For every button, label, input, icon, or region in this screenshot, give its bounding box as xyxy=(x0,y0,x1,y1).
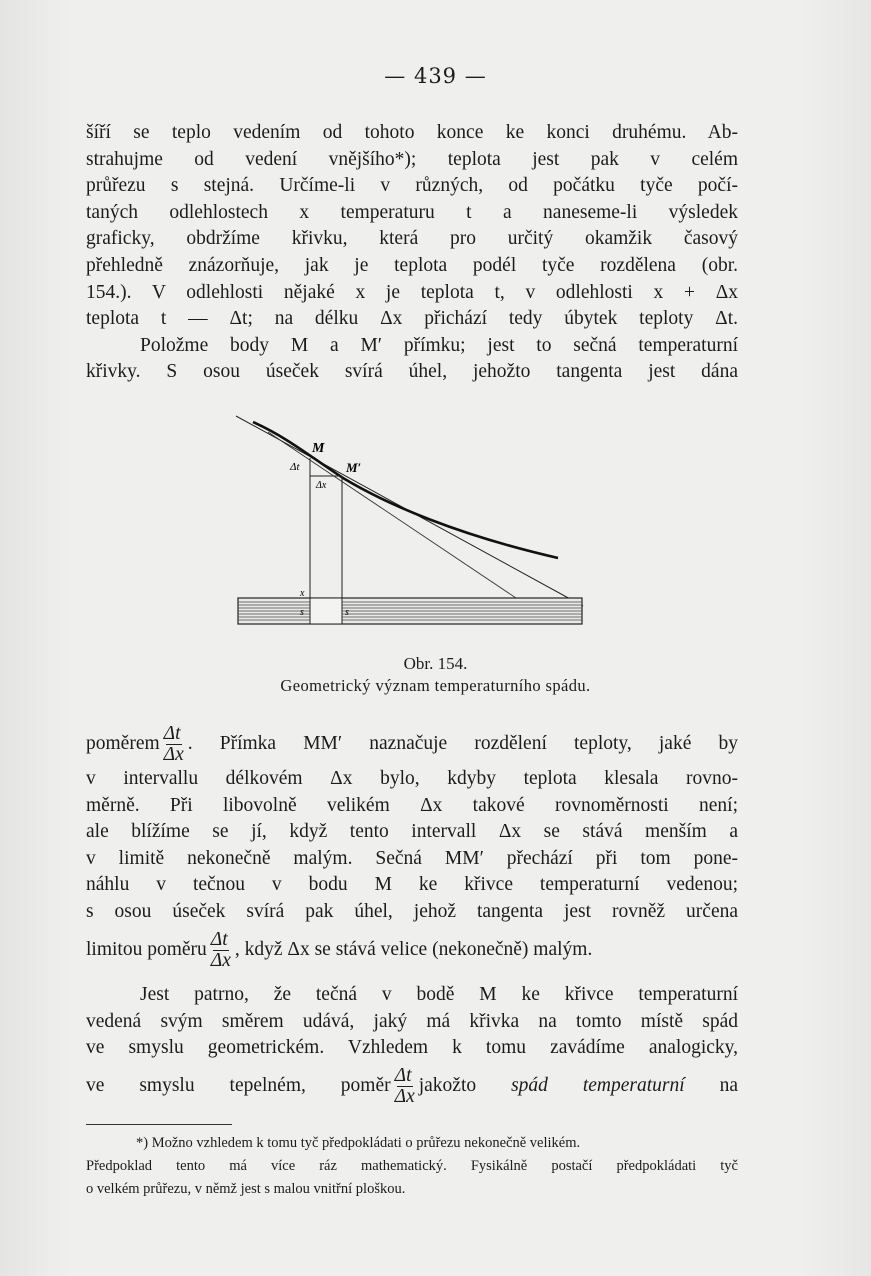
footnote-line: o velkém průřezu, v němž jest s malou vnitřní ploškou. xyxy=(86,1181,406,1197)
text-segment: , když Δx se stává velice (nekonečně) malým. xyxy=(234,938,593,960)
text-line: náhlu v tečnou v bodu M ke křivce temperaturní vedenou; xyxy=(86,874,738,896)
fraction-delta-t-over-delta-x xyxy=(395,1066,415,1107)
label-x: x xyxy=(300,588,305,599)
label-s-right: s xyxy=(345,607,349,618)
paragraph-3 xyxy=(86,982,738,1110)
figure-caption-number: Obr. 154. xyxy=(403,654,468,673)
footnote-line: Předpoklad tento má více ráz mathematický. Fysikálně postačí předpokládati tyč xyxy=(86,1158,738,1174)
text-line: měrně. Při libovolně velikém Δx takové rovnoměrnosti není; xyxy=(86,794,738,816)
temperature-curve-diagram xyxy=(228,410,588,635)
text-line: ve smyslu geometrickém. Vzhledem k tomu zavádíme analogicky, xyxy=(86,1037,738,1059)
text-line: v limitě nekonečně malým. Sečná MM′ přechází při tom pone- xyxy=(86,847,738,869)
text-line: křivky. S osou úseček svírá úhel, jehožto tangenta jest dána xyxy=(86,361,738,383)
tangent-line xyxy=(268,432,528,606)
fraction-delta-t-over-delta-x xyxy=(164,724,184,765)
label-M: M xyxy=(312,441,325,456)
paragraph-2 xyxy=(86,722,738,974)
fraction-denominator: Δx xyxy=(394,1085,415,1107)
label-s-left: s xyxy=(300,607,304,618)
text-segment: limitou poměru xyxy=(86,938,207,960)
text-line: 154.). V odlehlosti nějaké x je teplota t, v odlehlosti x + Δx xyxy=(86,281,738,303)
paragraph-1 xyxy=(86,120,738,386)
label-delta-t: Δt xyxy=(290,461,300,473)
text-line: šíří se teplo vedením od tohoto konce ke konci druhému. Ab- xyxy=(86,122,738,143)
text-line: graficky, obdržíme křivku, která pro určitý okamžik časový xyxy=(86,228,738,250)
footnote-rule xyxy=(86,1124,232,1125)
figure-caption-title: Geometrický význam temperaturního spádu. xyxy=(280,676,591,695)
fraction-denominator: Δx xyxy=(210,949,231,971)
page-number: — 439 — xyxy=(384,64,487,88)
footnote xyxy=(86,1132,738,1201)
footnote-line: *) Možno vzhledem k tomu tyč předpokládati o průřezu nekonečně velikém. xyxy=(136,1135,581,1151)
text-line: strahujme od vedení vnějšího*); teplota jest pak v celém xyxy=(86,148,738,170)
text-line: Jest patrno, že tečná v bodě M ke křivce temperaturní xyxy=(140,984,738,1005)
text-segment: poměrem xyxy=(86,733,160,754)
temperature-curve xyxy=(253,422,558,558)
fraction-delta-t-over-delta-x xyxy=(211,930,231,971)
fraction-denominator: Δx xyxy=(163,744,184,766)
text-segment: jakožto xyxy=(418,1074,477,1096)
rod-cross-section xyxy=(310,598,342,624)
label-M-prime: M′ xyxy=(346,460,362,475)
figure-154 xyxy=(228,410,588,639)
text-line: teplota t — Δt; na délku Δx přichází tedy úbytek teploty Δt. xyxy=(86,308,738,330)
text-line: s osou úseček svírá pak úhel, jehož tangenta jest rovněž určena xyxy=(86,900,738,922)
text-line: taných odlehlostech x temperaturu t a naneseme-li výsledek xyxy=(86,201,738,223)
text-line: přehledně znázorňuje, jak je teplota podél tyče rozdělena (obr. xyxy=(86,254,738,276)
text-line: v intervallu délkovém Δx bylo, kdyby teplota klesala rovno- xyxy=(86,768,738,789)
text-line: průřezu s stejná. Určíme-li v různých, od počátku tyče počí- xyxy=(86,175,738,197)
text-line: ale blížíme se jí, když tento intervall Δx se stává menším a xyxy=(86,821,738,843)
fraction-numerator: Δt xyxy=(394,1064,412,1086)
text-segment: na xyxy=(719,1074,739,1096)
text-segment: ve smyslu tepelném, poměr xyxy=(86,1074,391,1096)
fraction-numerator: Δt xyxy=(163,723,181,745)
text-line xyxy=(86,926,738,974)
label-delta-x: Δx xyxy=(316,480,327,491)
text-segment: . Přímka MM′ naznačuje rozdělení teploty, jaké by xyxy=(187,733,738,754)
text-line: vedená svým směrem udává, jaký má křivka na tomto místě spád xyxy=(86,1010,738,1032)
text-line: Položme body M a M′ přímku; jest to sečná temperaturní xyxy=(140,334,738,356)
emphasis-text: spád temperaturní xyxy=(511,1074,685,1096)
text-line xyxy=(86,1062,738,1110)
fraction-numerator: Δt xyxy=(210,928,228,950)
text-line xyxy=(86,722,738,766)
